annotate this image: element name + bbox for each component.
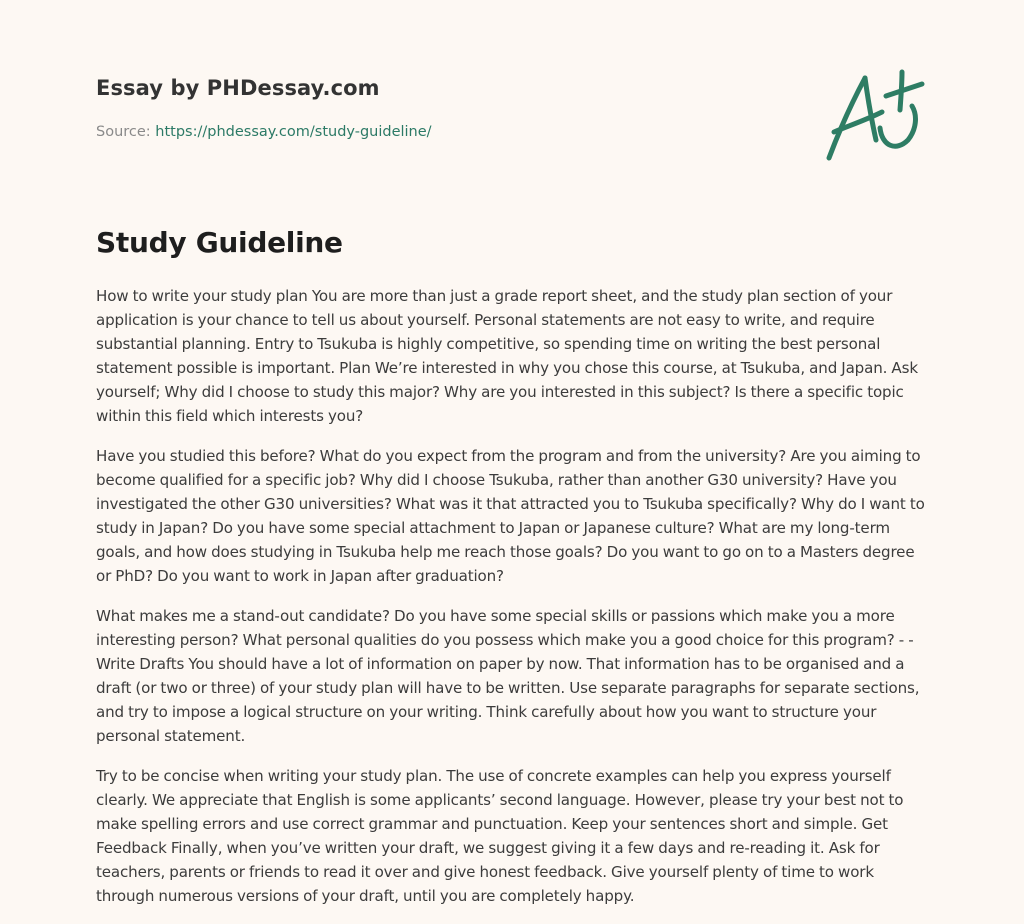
article-paragraph: How to write your study plan You are more than just a grade report sheet, and the study plan section of your application is your chance to tell us about yourself. Personal statements are not easy to write, and require substantial planning. Entry to Tsukuba is highly competitive, so spending time on writing the best personal statement possible is important. Plan We’re interested in why you chose this course, at Tsukuba, and Japan. Ask yourself; Why did I choose to study this major? Why are you interested in this subject? Is there a specific topic within this field which interests you? [96, 287, 918, 425]
a-plus-logo-icon [820, 66, 930, 166]
site-brand: Essay by PHDessay.com [96, 76, 380, 100]
article-paragraph: Try to be concise when writing your study plan. The use of concrete examples can help you express yourself clearly. We appreciate that English is some applicants’ second language. However, please try your best not to make spelling errors and use correct grammar and punctuation. Keep your sentences short and simple. Get Feedback Finally, when you’ve written your draft, we suggest giving it a few days and re-reading it. Ask for teachers, parents or friends to read it over and give honest feedback. Give yourself plenty of time to work through numerous versions of your draft, until you are completely happy. [96, 767, 904, 905]
source-link[interactable]: https://phdessay.com/study-guideline/ [155, 124, 432, 140]
article-paragraph: Have you studied this before? What do you expect from the program and from the university? Are you aiming to become qualified for a specific job? Why did I choose Tsukuba, rather than another G30 university? Have you investigated the other G30 universities? What was it that attracted you to Tsukuba specifically? Why do I want to study in Japan? Do you have some special attachment to Japan or Japanese culture? What are my long-term goals, and how does studying in Tsukuba help me reach those goals? Do you want to go on to a Masters degree or PhD? Do you want to work in Japan after graduation? [96, 447, 925, 585]
source-label: Source: [96, 124, 156, 140]
article-body [96, 284, 930, 924]
source-line [96, 124, 432, 140]
article-title: Study Guideline [96, 226, 343, 259]
article-paragraph: What makes me a stand-out candidate? Do you have some special skills or passions which make you a more interesting person? What personal qualities do you possess which make you a good choice for this program? - - Write Drafts You should have a lot of information on paper by now. That information has to be organised and a draft (or two or three) of your study plan will have to be written. Use separate paragraphs for separate sections, and try to impose a logical structure on your writing. Think carefully about how you want to structure your personal statement. [96, 607, 920, 745]
